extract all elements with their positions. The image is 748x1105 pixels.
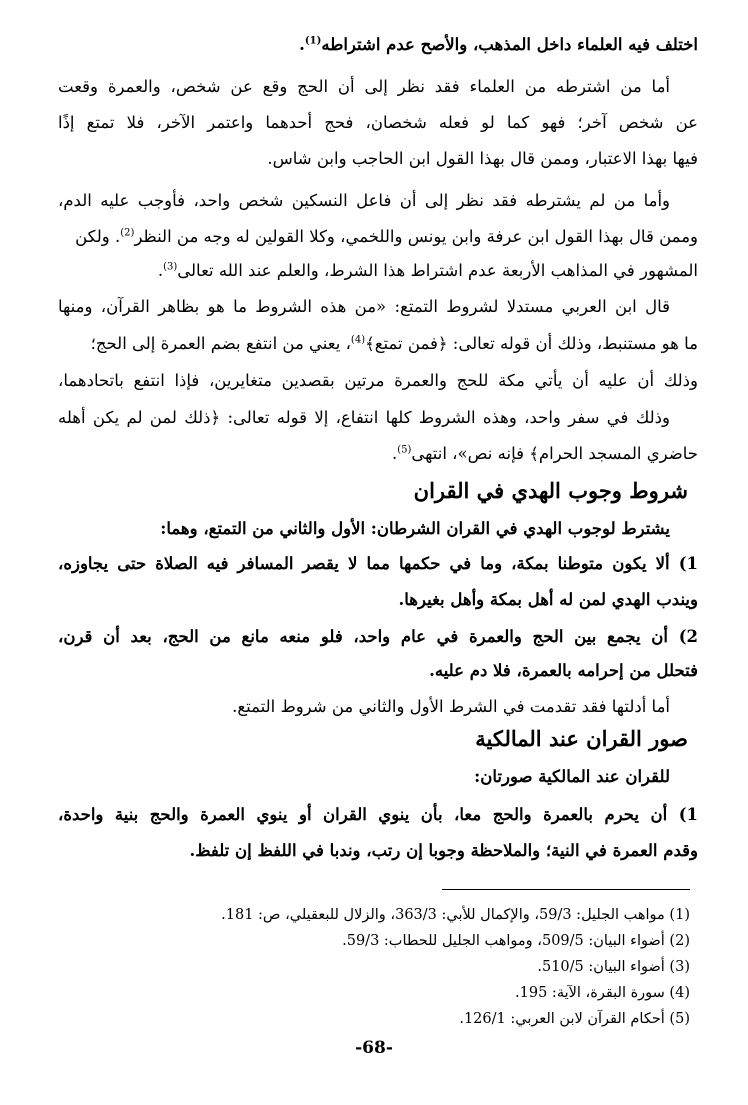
text-run: وممن قال بهذا القول ابن عرفة وابن يونس واللخمي، وكلا القولين له وجه من النظر <box>134 227 698 246</box>
text-run: . ولكن <box>75 227 121 246</box>
page-number: -68- <box>355 1038 393 1058</box>
paragraph-line: حاضري المسجد الحرام﴾ فإنه نص»، انتهى$^{(5)}$. <box>391 444 698 463</box>
list-item: 2) أن يجمع بين الحج والعمرة في عام واحد، فلو منعه مانع من الحج، بعد أن قرن، <box>58 627 698 646</box>
footnote-separator <box>442 889 690 890</box>
list-item: 1) ألا يكون متوطنا بمكة، وما في حكمها مما لا يقصر المسافر فيه الصلاة حتى يجاوزه، <box>58 554 698 573</box>
footnote: (2) أضواء البيان: 509/5، ومواهب الجليل للحطاب: 59/3. <box>342 933 690 949</box>
text-run: اختلف فيه العلماء داخل المذهب، والأصح عدم اشتراطه <box>321 35 698 54</box>
footnote-ref[interactable]: (5) <box>397 444 412 456</box>
paragraph-line <box>58 329 698 359</box>
footnote: (4) سورة البقرة، الآية: 195. <box>515 985 690 1001</box>
paragraph-line: وأما من لم يشترطه فقد نظر إلى أن فاعل النسكين شخص واحد، فأوجب عليه الدم، <box>58 191 670 210</box>
paragraph-line: يشترط لوجوب الهدي في القران الشرطان: الأول والثاني من التمتع، وهما: <box>160 519 670 538</box>
text-run: ، يعني من انتفع بضم العمرة إلى الحج؛ <box>90 334 351 353</box>
section-heading: صور القران عند المالكية <box>475 726 688 751</box>
paragraph-line: المشهور في المذاهب الأربعة عدم اشتراط هذا الشرط، والعلم عند الله تعالى$^{(3)}$. <box>157 261 698 280</box>
paragraph-line: قال ابن العربي مستدلا لشروط التمتع: «من هذه الشروط ما هو بظاهر القرآن، ومنها <box>58 297 670 316</box>
paragraph-line: أما أدلتها فقد تقدمت في الشرط الأول والثاني من شروط التمتع. <box>232 697 670 716</box>
footnote-ref[interactable]: (2) <box>120 227 135 239</box>
text-run: ما هو مستنبط، وذلك أن قوله تعالى: ﴿فمن تمتع﴾ <box>365 334 698 353</box>
footnote: (1) مواهب الجليل: 59/3، والإكمال للأبي: 363/3، والزلال للبعقيلي، ص: 181. <box>221 907 690 923</box>
paragraph-line: أما من اشترطه من العلماء فقد نظر إلى أن الحج وقع عن شخص، والعمرة وقعت <box>58 77 670 96</box>
list-item: 1) أن يحرم بالعمرة والحج معا، بأن ينوي القران أو ينوي العمرة والحج بنية واحدة، <box>58 805 698 824</box>
paragraph-line: وذلك في سفر واحد، وهذه الشروط كلها انتفاع، إلا قوله تعالى: ﴿ذلك لمن لم يكن أهله <box>58 408 670 427</box>
text-run: المشهور في المذاهب الأربعة عدم اشتراط هذا الشرط، والعلم عند الله تعالى <box>177 261 698 280</box>
paragraph-line <box>58 222 698 252</box>
paragraph-line: فتحلل من إحرامه بالعمرة، فلا دم عليه. <box>429 661 698 680</box>
section-heading: شروط وجوب الهدي في القران <box>413 478 688 503</box>
paragraph-line: ويندب الهدي لمن له أهل بمكة وأهل بغيرها. <box>398 590 698 609</box>
paragraph-line: وقدم العمرة في النية؛ والملاحظة وجوبا إن رتب، وندبا في اللفظ إن تلفظ. <box>189 841 698 860</box>
paragraph-line: وذلك أن عليه أن يأتي مكة للحج والعمرة مرتين بقصدين متغايرين، فإذا انتفع باتحادهما، <box>58 371 698 390</box>
paragraph-line: للقران عند المالكية صورتان: <box>474 767 670 786</box>
footnote-ref[interactable]: (1) <box>304 35 322 47</box>
paragraph-line: فيها بهذا الاعتبار، وممن قال بهذا القول ابن الحاجب وابن شاس. <box>267 149 698 168</box>
footnote-ref[interactable]: (4) <box>350 334 366 346</box>
text-run: حاضري المسجد الحرام﴾ فإنه نص»، انتهى <box>411 444 698 463</box>
paragraph-line: عن شخص آخر؛ فهو كما لو فعله شخصان، فحج أحدهما واعتمر الآخر، فلا تمتع إذًا <box>58 113 698 132</box>
footnote: (3) أضواء البيان: 510/5. <box>537 959 690 975</box>
footnote-ref[interactable]: (3) <box>163 261 178 273</box>
paragraph-line: اختلف فيه العلماء داخل المذهب، والأصح عدم اشتراطه$^{(1)}$. <box>299 35 698 54</box>
footnote: (5) أحكام القرآن لابن العربي: 126/1. <box>459 1011 690 1027</box>
